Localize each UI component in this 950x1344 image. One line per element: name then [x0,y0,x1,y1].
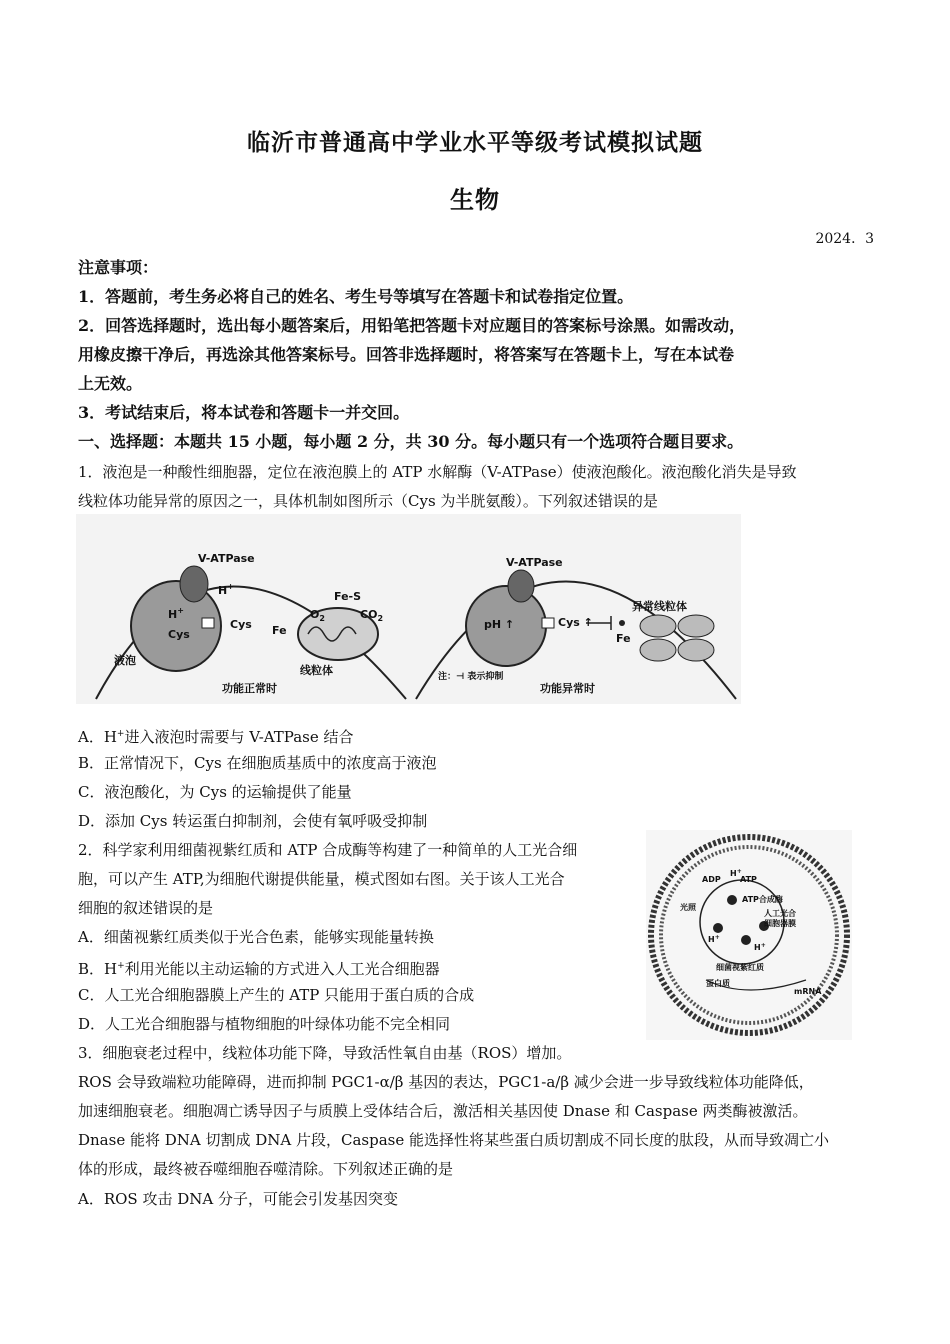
svg-text:异常线粒体: 异常线粒体 [632,600,687,613]
q3-line-1: 3．细胞衰老过程中，线粒体功能下降，导致活性氧自由基（ROS）增加。 [78,1044,572,1062]
v-atpase-left-icon [180,566,208,602]
svg-text:液泡: 液泡 [114,654,136,667]
svg-text:mRNA: mRNA [794,987,822,996]
notice-item-1: 1．答题前，考生务必将自己的姓名、考生号等填写在答题卡和试卷指定位置。 [78,287,634,306]
svg-text:ADP: ADP [702,875,721,884]
q2-option-a: A．细菌视紫红质类似于光合色素，能够实现能量转换 [78,928,434,946]
cys-transporter-left-icon [202,618,214,628]
q1-option-d: D．添加 Cys 转运蛋白抑制剂，会使有氧呼吸受抑制 [78,812,428,830]
atp-synthase-icon [727,895,737,905]
q3-line-2: ROS 会导致端粒功能障碍，进而抑制 PGC1-α/β 基因的表达，PGC1-a/β 减少会进一步导致线粒体功能降低， [78,1073,814,1091]
q1-stem-line-1: 1．液泡是一种酸性细胞器，定位在液泡膜上的 ATP 水解酶（V-ATPase）使液泡酸化。液泡酸化消失是导致 [78,463,797,481]
svg-text:细菌视紫红质: 细菌视紫红质 [716,963,764,972]
svg-text:V-ATPase: V-ATPase [506,556,563,569]
svg-text:Fe: Fe [616,632,631,645]
notice-heading: 注意事项： [78,258,159,277]
svg-text:Cys ↑: Cys ↑ [558,616,593,629]
cys-transporter-right-icon [542,618,554,628]
svg-text:H+: H+ [218,582,234,597]
svg-text:CO2: $CO_2$ [360,608,384,623]
q2-figure [646,830,852,1040]
subject-title: 生物 [450,185,500,214]
svg-text:Cys: Cys [230,618,252,631]
svg-text:H+: H+ [754,942,766,952]
svg-text:pH ↑: pH ↑ [484,618,515,631]
exam-date: 2024．3 [815,231,874,247]
notice-item-2-line-3: 上无效。 [78,374,143,393]
svg-text:ATP合成酶: ATP合成酶 [742,895,783,904]
svg-text:细胞器膜: 细胞器膜 [764,919,796,928]
svg-text:功能正常时: 功能正常时 [222,682,277,695]
svg-text:H+: H+ [168,606,184,621]
svg-text:H+: H+ [708,934,720,944]
svg-text:Fe-S: Fe-S [334,590,362,603]
q2-stem-line-2: 胞，可以产生 ATP,为细胞代谢提供能量，模式图如右图。关于该人工光合 [78,870,565,888]
q2-option-d: D．人工光合细胞器与植物细胞的叶绿体功能不完全相同 [78,1015,451,1033]
q3-line-3: 加速细胞衰老。细胞凋亡诱导因子与质膜上受体结合后，激活相关基因使 Dnase 和 Caspase 两类酶被激活。 [78,1102,808,1120]
bacteriorhodopsin-icon-1 [713,923,723,933]
q2-option-c: C．人工光合细胞器膜上产生的 ATP 只能用于蛋白质的合成 [78,986,475,1004]
svg-text:光照: 光照 [680,903,696,912]
section-1-heading: 一、选择题：本题共 15 小题，每小题 2 分，共 30 分。每小题只有一个选项符合题目要求。 [78,432,744,451]
svg-text:功能异常时: 功能异常时 [540,682,595,695]
svg-text:人工光合: 人工光合 [764,909,796,918]
svg-text:O2: $O_2$ [310,608,325,623]
svg-text:V-ATPase: V-ATPase [198,552,255,565]
notice-item-2-line-1: 2．回答选择题时，选出每小题答案后，用铅笔把答题卡对应题目的答案标号涂黑。如需改动， [78,316,746,335]
q3-line-5: 体的形成，最终被吞噬细胞吞噬清除。下列叙述正确的是 [78,1160,454,1178]
q1-option-a: A．H+进入液泡时需要与 V-ATPase 结合 [78,728,354,746]
q1-option-b: B．正常情况下，Cys 在细胞质基质中的浓度高于液泡 [78,754,437,772]
svg-text:ATP: ATP [740,875,757,884]
notice-item-3: 3．考试结束后，将本试卷和答题卡一并交回。 [78,403,410,422]
q1-figure [76,514,741,704]
q2-option-b: B．H+利用光能以主动运输的方式进入人工光合细胞器 [78,960,440,978]
q2-stem-line-3: 细胞的叙述错误的是 [78,899,214,917]
q1-option-c: C．液泡酸化，为 Cys 的运输提供了能量 [78,783,352,801]
svg-text:注：⊣ 表示抑制: 注：⊣ 表示抑制 [438,672,504,682]
q2-stem-line-1: 2．科学家利用细菌视紫红质和 ATP 合成酶等构建了一种简单的人工光合细 [78,841,578,859]
notice-item-2-line-2: 用橡皮擦干净后，再选涂其他答案标号。回答非选择题时，将答案写在答题卡上，写在本试卷 [78,345,735,364]
page-title: 临沂市普通高中学业水平等级考试模拟试题 [247,129,703,156]
svg-text:线粒体: 线粒体 [300,664,333,677]
bacteriorhodopsin-icon-2 [741,935,751,945]
svg-text:H+: H+ [730,868,742,878]
q3-option-a: A．ROS 攻击 DNA 分子，可能会引发基因突变 [78,1190,398,1208]
svg-text:Fe: Fe [272,624,287,637]
svg-text:蛋白质: 蛋白质 [706,979,730,988]
q1-stem-line-2: 线粒体功能异常的原因之一，具体机制如图所示（Cys 为半胱氨酸）。下列叙述错误的是 [78,492,658,510]
v-atpase-right-icon [508,570,534,602]
q3-line-4: Dnase 能将 DNA 切割成 DNA 片段，Caspase 能选择性将某些蛋白质切割成不同长度的肽段，从而导致凋亡小 [78,1131,830,1149]
svg-text:Cys: Cys [168,628,190,641]
